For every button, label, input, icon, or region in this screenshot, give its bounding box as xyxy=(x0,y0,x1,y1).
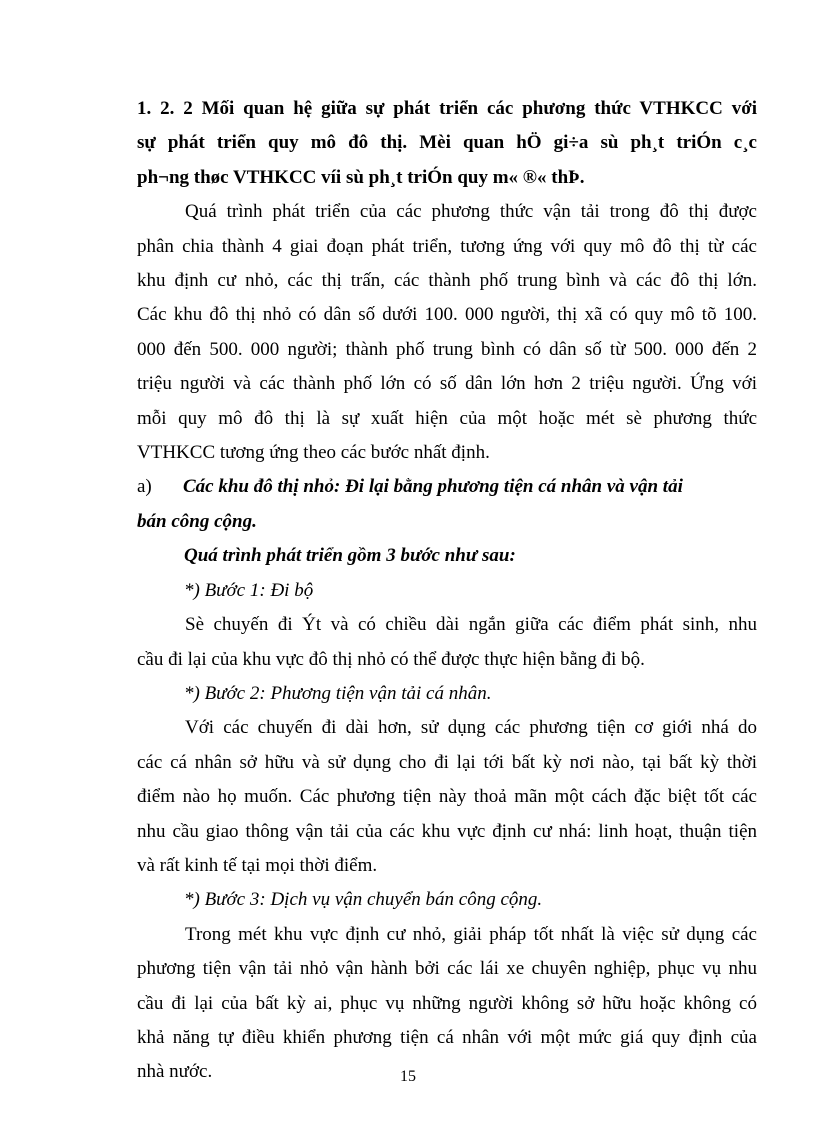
text-line: Các khu đô thị nhỏ có dân số dưới 100. 000 người, thị xã có quy mô tõ 100. xyxy=(137,304,757,326)
text-line: 000 đến 500. 000 người; thành phố trung bình có dân số từ 500. 000 đến 2 xyxy=(137,338,757,360)
text-line: nhà nước. xyxy=(137,1061,213,1083)
text-line: cầu đi lại của bất kỳ ai, phục vụ những người không sở hữu hoặc không có xyxy=(137,992,757,1014)
page-number: 15 xyxy=(400,1068,416,1085)
step-label: *) Bước 3: Dịch vụ vận chuyển bán công cộng. xyxy=(184,889,543,911)
text-line: cầu đi lại của khu vực đô thị nhỏ có thể được thực hiện bằng đi bộ. xyxy=(137,648,645,670)
text-line: VTHKCC tương ứng theo các bước nhất định. xyxy=(137,442,490,464)
text-line: khu định cư nhỏ, các thị trấn, các thành phố trung bình và các đô thị lớn. xyxy=(137,270,757,292)
section-title: bán công cộng. xyxy=(137,510,257,532)
text-line: Trong mét khu vực định cư nhỏ, giải pháp tốt nhất là việc sử dụng các xyxy=(185,923,757,945)
text-line: Quá trình phát triển của các phương thức vận tải trong đô thị được xyxy=(185,201,757,223)
document-page xyxy=(137,92,757,1090)
text-line: Với các chuyến đi dài hơn, sử dụng các phương tiện cơ giới nhá do xyxy=(185,717,757,739)
text-line: và rất kinh tế tại mọi thời điểm. xyxy=(137,854,378,876)
section-a-title xyxy=(137,470,757,539)
text-line xyxy=(137,470,757,504)
text-line: phương tiện vận tải nhỏ vận hành bởi các lái xe chuyên nghiệp, phục vụ nhu xyxy=(137,958,757,980)
step-label: *) Bước 1: Đi bộ xyxy=(184,579,314,601)
step-label: *) Bước 2: Phương tiện vận tải cá nhân. xyxy=(184,682,492,704)
heading-line: 1. 2. 2 Mối quan hệ giữa sự phát triển các phương thức VTHKCC với xyxy=(137,98,757,119)
text-line: khả năng tự điều khiển phương tiện cá nhân với một mức giá quy định của xyxy=(137,1026,757,1048)
heading-line: sự phát triển quy mô đô thị. Mèi quan hÖ gi÷a sù ph¸t triÓn c¸c xyxy=(137,132,757,154)
text-line: Sè chuyến đi Ýt và có chiều dài ngắn giữa các điểm phát sinh, nhu xyxy=(185,614,757,636)
text-line: các cá nhân sở hữu và sử dụng cho đi lại tới bất kỳ nơi nào, tại bất kỳ thời xyxy=(137,751,757,773)
text-line: nhu cầu giao thông vận tải của các khu vực định cư nhá: linh hoạt, thuận tiện xyxy=(137,820,757,842)
heading-line: ph¬ng thøc VTHKCC víi sù ph¸t triÓn quy m« ®« thÞ. xyxy=(137,166,585,188)
section-title: Các khu đô thị nhỏ: Đi lại bằng phương tiện cá nhân và vận tải xyxy=(183,476,683,498)
paragraph-intro xyxy=(137,195,757,470)
text-line: điểm nào họ muốn. Các phương tiện này thoả mãn một cách đặc biệt tốt các xyxy=(137,786,757,808)
section-heading xyxy=(137,92,757,195)
text-line: triệu người và các thành phố lớn có số dân lớn hơn 2 triệu người. Ứng với xyxy=(137,373,757,395)
section-marker: a) xyxy=(137,476,152,498)
text-line: mỗi quy mô đô thị là sự xuất hiện của một hoặc mét sè phương thức xyxy=(137,407,757,429)
text-line: phân chia thành 4 giai đoạn phát triển, tương ứng với quy mô đô thị từ các xyxy=(137,235,757,257)
process-heading: Quá trình phát triển gồm 3 bước như sau: xyxy=(184,545,516,567)
